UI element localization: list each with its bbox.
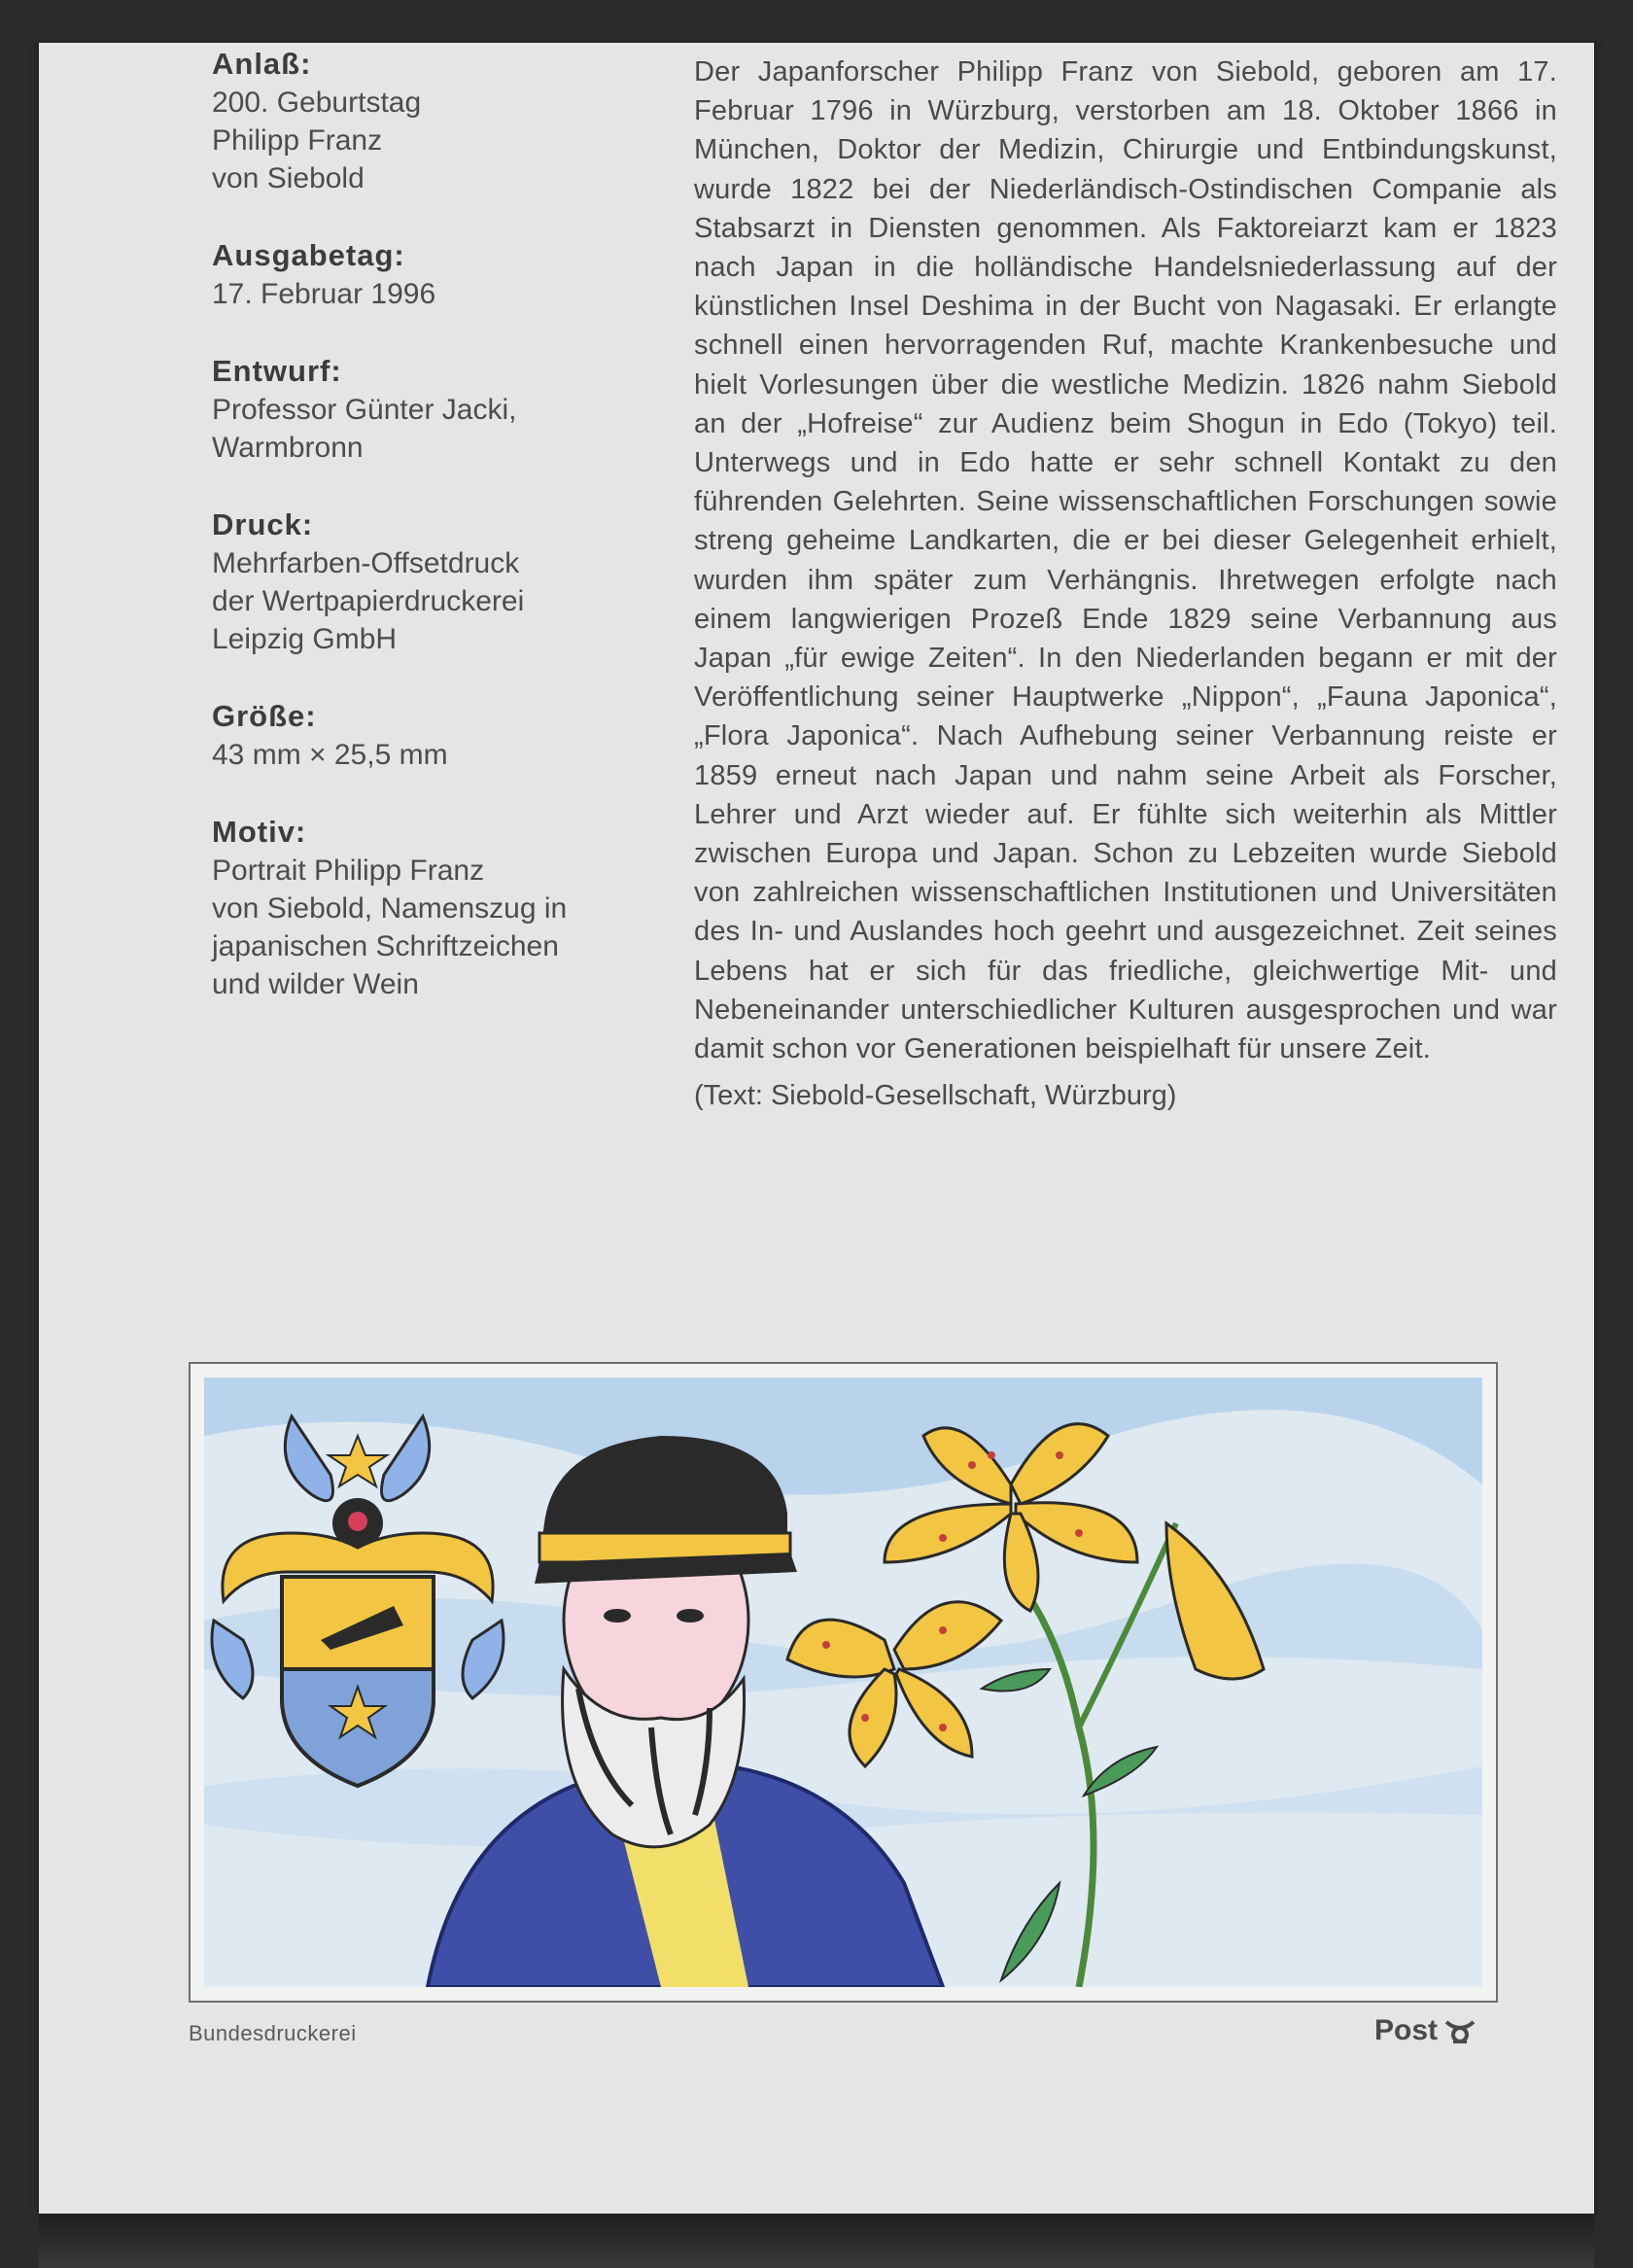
field-label: Anlaß:	[212, 47, 312, 81]
post-logo	[1374, 2014, 1477, 2047]
field-value: 43 mm × 25,5 mm	[212, 739, 448, 771]
description-text: Der Japanforscher Philipp Franz von Siebold, geboren am 17. Februar 1796 in Würzburg, verstorben am 18. Oktober 1866 in München, Doktor der Medizin, Chirurgie und Entbindungskunst, wurde 1822 bei der Niederländisch-Ostindischen Companie als Stabsarzt in Diensten genommen. Als Faktoreiarzt kam er 1823 nach Japan in die holländische Handelsniederlassung auf der künstlichen Insel Deshima in der Bucht von Nagasaki. Er erlangte schnell einen hervorragenden Ruf, machte Krankenbesuche und hielt Vorlesungen über die westliche Medizin. 1826 nahm Siebold an der „Hofreise“ zur Audienz beim Shogun in Edo (Tokyo) teil. Unterwegs und in Edo hatte er sehr schnell Kontakt zu den führenden Gelehrten. Seine wissenschaftlichen Forschungen sowie streng geheime Landkarten, die er bei dieser Gelegenheit erhielt, wurden ihm später zum Verhängnis. Ihretwegen erfolgte nach einem langwierigen Prozeß Ende 1829 seine Verbannung aus Japan „für ewige Zeiten“. In den Niederlanden begann er mit der Veröffentlichung seiner Hauptwerke „Nippon“, „Fauna Japonica“, „Flora Japonica“. Nach Aufhebung seiner Verbannung reiste er 1859 erneut nach Japan und nahm seine Arbeit als Forscher, Lehrer und Arzt wieder auf. Er fühlte sich weiterhin als Mittler zwischen Europa und Japan. Schon zu Lebzeiten wurde Siebold von zahlreichen wissenschaftlichen Institutionen und Universitäten des In- und Auslandes hoch geehrt und ausgezeichnet. Zeit seines Lebens hat er sich für das friedliche, gleichwertige Mit- und Nebeneinander unterschiedlicher Kulturen ausgesprochen und war damit schon vor Generationen beispielhaft für unsere Zeit.	[694, 56, 1557, 1065]
stamp-design-frame	[189, 1362, 1498, 2003]
field-druck	[212, 506, 669, 658]
description	[694, 52, 1557, 1115]
field-label: Größe:	[212, 699, 317, 733]
posthorn-icon	[1443, 2016, 1477, 2045]
stamp-details	[212, 45, 669, 1042]
field-label: Entwurf:	[212, 354, 342, 388]
field-groesse	[212, 697, 669, 774]
info-sheet	[39, 43, 1594, 2214]
field-value: 17. Februar 1996	[212, 278, 436, 310]
field-value: Portrait Philipp Franz von Siebold, Namenszug in japanischen Schriftzeichen und wilder Wein	[212, 855, 568, 1000]
field-ausgabetag	[212, 236, 669, 313]
field-label: Druck:	[212, 507, 314, 541]
text-credit: (Text: Siebold-Gesellschaft, Würzburg)	[694, 1080, 1177, 1112]
field-label: Ausgabetag:	[212, 238, 405, 272]
field-value: Mehrfarben-Offsetdruck der Wertpapierdruckerei Leipzig GmbH	[212, 547, 525, 655]
stamp-illustration	[204, 1378, 1482, 1987]
post-logo-text: Post	[1374, 2014, 1439, 2046]
field-value: Professor Günter Jacki, Warmbronn	[212, 394, 517, 464]
field-entwurf	[212, 352, 669, 467]
field-motiv	[212, 813, 669, 1003]
printer-name: Bundesdruckerei	[189, 2021, 357, 2045]
background-edge	[39, 2214, 1594, 2268]
field-anlass	[212, 45, 669, 197]
field-value: 200. Geburtstag Philipp Franz von Siebold	[212, 87, 422, 194]
field-label: Motiv:	[212, 815, 307, 849]
